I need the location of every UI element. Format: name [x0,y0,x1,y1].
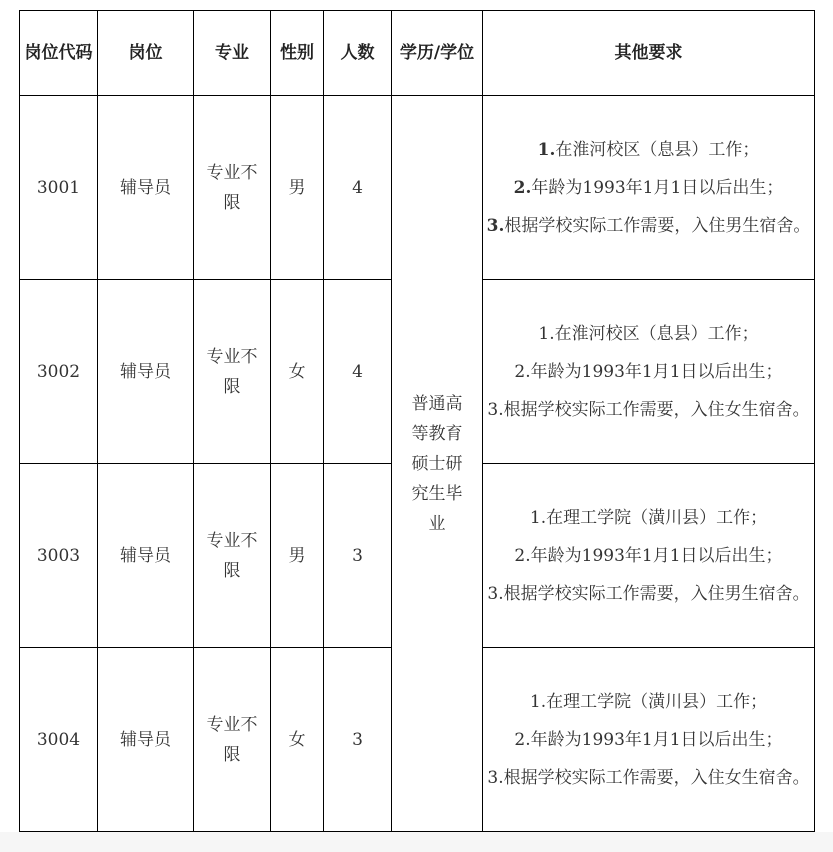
recruitment-table [19,10,815,832]
cell-position: 辅导员 [98,648,194,832]
header-row [20,11,815,96]
cell-count: 4 [324,96,392,280]
requirement-item: 3.根据学校实际工作需要，入住男生宿舍。 [486,215,811,236]
requirement-item: 1.在淮河校区（息县）工作； [538,323,759,344]
requirement-item: 3.根据学校实际工作需要，入住女生宿舍。 [487,767,810,788]
header-major: 专业 [194,11,271,96]
page-bottom-band [0,832,833,852]
requirement-item: 1.在淮河校区（息县）工作； [537,139,760,160]
header-requirements: 其他要求 [483,11,815,96]
cell-code: 3002 [20,280,98,464]
cell-major: 专业不限 [194,464,271,648]
cell-code: 3003 [20,464,98,648]
header-degree: 学历/学位 [392,11,483,96]
requirement-item: 3.根据学校实际工作需要，入住男生宿舍。 [487,583,810,604]
requirement-item: 2.年龄为1993年1月1日以后出生； [513,177,784,198]
cell-major: 专业不限 [194,280,271,464]
requirement-item: 3.根据学校实际工作需要，入住女生宿舍。 [487,399,810,420]
cell-position: 辅导员 [98,280,194,464]
cell-code: 3004 [20,648,98,832]
requirement-item: 2.年龄为1993年1月1日以后出生； [514,545,783,566]
cell-degree: 普通高等教育硕士研究生毕业 [392,96,483,832]
cell-major: 专业不限 [194,648,271,832]
requirement-item: 1.在理工学院（潢川县）工作； [529,507,768,528]
requirement-item: 2.年龄为1993年1月1日以后出生； [514,729,783,750]
cell-gender: 女 [271,280,324,464]
requirement-item: 2.年龄为1993年1月1日以后出生； [514,361,783,382]
table-row [20,96,815,280]
cell-requirements [483,464,815,648]
cell-position: 辅导员 [98,96,194,280]
header-code: 岗位代码 [20,11,98,96]
cell-gender: 女 [271,648,324,832]
cell-requirements [483,280,815,464]
cell-gender: 男 [271,464,324,648]
cell-major: 专业不限 [194,96,271,280]
cell-requirements [483,648,815,832]
cell-count: 3 [324,464,392,648]
header-gender: 性别 [271,11,324,96]
cell-position: 辅导员 [98,464,194,648]
cell-count: 4 [324,280,392,464]
cell-code: 3001 [20,96,98,280]
cell-gender: 男 [271,96,324,280]
header-count: 人数 [324,11,392,96]
header-position: 岗位 [98,11,194,96]
requirement-item: 1.在理工学院（潢川县）工作； [529,691,768,712]
cell-count: 3 [324,648,392,832]
cell-requirements [483,96,815,280]
